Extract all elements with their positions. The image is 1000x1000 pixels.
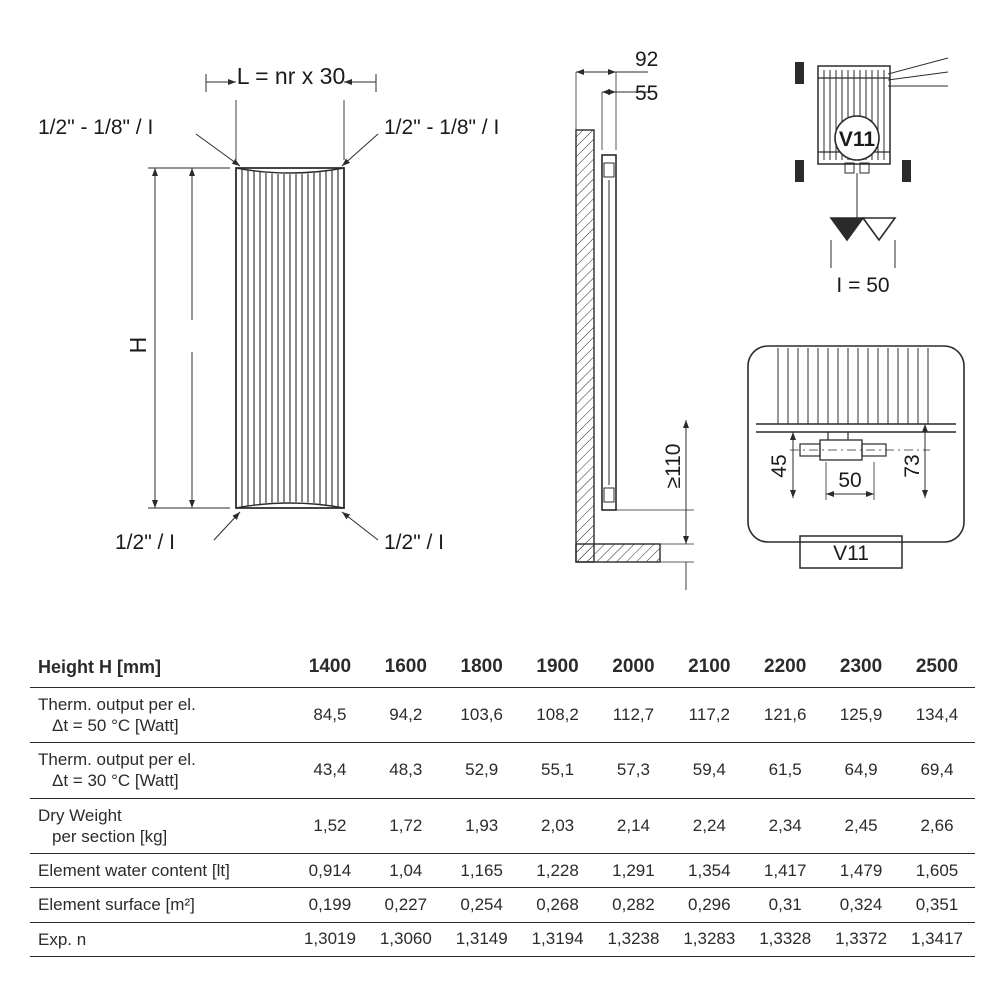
table-cell: 59,4 <box>671 743 747 799</box>
table-cell: 0,31 <box>747 888 823 922</box>
table-cell: 125,9 <box>823 687 899 743</box>
top-view-valve-label: V11 <box>838 128 876 151</box>
top-view-valve <box>795 58 948 268</box>
table-header-cell: 1600 <box>368 650 444 687</box>
table-cell: 0,268 <box>520 888 596 922</box>
row-label <box>30 922 292 956</box>
table-cell: 43,4 <box>292 743 368 799</box>
table-header-label: Height H [mm] <box>30 650 292 687</box>
table-cell: 0,296 <box>671 888 747 922</box>
side-depth-inner-label: 55 <box>635 82 659 105</box>
table-header-cell: 2200 <box>747 650 823 687</box>
table-row <box>30 922 975 956</box>
table-row <box>30 854 975 888</box>
table-cell: 0,199 <box>292 888 368 922</box>
table-header-row <box>30 650 975 687</box>
table-cell: 2,66 <box>899 798 975 854</box>
table-cell: 55,1 <box>520 743 596 799</box>
table-cell: 1,72 <box>368 798 444 854</box>
table-cell: 2,03 <box>520 798 596 854</box>
table-cell: 69,4 <box>899 743 975 799</box>
row-label-line1: Therm. output per el. <box>38 694 196 714</box>
detail-valve-label: V11 <box>833 542 869 565</box>
front-height-label: H <box>125 336 151 354</box>
table-row <box>30 687 975 743</box>
table-header-cell: 2300 <box>823 650 899 687</box>
table-cell: 1,3328 <box>747 922 823 956</box>
table-cell: 1,3060 <box>368 922 444 956</box>
row-label-line2: per section [kg] <box>52 826 168 846</box>
table-row <box>30 743 975 799</box>
table-cell: 1,479 <box>823 854 899 888</box>
table-header-cell: 1800 <box>444 650 520 687</box>
row-label <box>30 888 292 922</box>
table-cell: 0,351 <box>899 888 975 922</box>
side-view <box>576 72 694 590</box>
side-depth-outer-label: 92 <box>635 48 659 71</box>
table-header-cell: 1900 <box>520 650 596 687</box>
table-cell: 1,291 <box>596 854 672 888</box>
detail-dim-left-label: 45 <box>768 454 791 478</box>
table-cell: 103,6 <box>444 687 520 743</box>
valve-length-label: I = 50 <box>836 274 890 297</box>
table-cell: 57,3 <box>596 743 672 799</box>
table-header-cell: 1400 <box>292 650 368 687</box>
row-label <box>30 687 292 743</box>
table-cell: 2,34 <box>747 798 823 854</box>
table-cell: 0,324 <box>823 888 899 922</box>
table-cell: 64,9 <box>823 743 899 799</box>
table-cell: 1,3238 <box>596 922 672 956</box>
front-view <box>148 74 378 540</box>
table-cell: 2,24 <box>671 798 747 854</box>
row-label-line1: Element surface [m²] <box>38 895 195 915</box>
table-cell: 1,3149 <box>444 922 520 956</box>
table-cell: 94,2 <box>368 687 444 743</box>
table-row <box>30 798 975 854</box>
table-cell: 0,914 <box>292 854 368 888</box>
front-width-label: L = nr x 30 <box>236 63 346 89</box>
table-cell: 1,354 <box>671 854 747 888</box>
row-label-line1: Element water content [lt] <box>38 861 230 880</box>
detail-dim-right-label: 73 <box>901 454 924 478</box>
row-label <box>30 743 292 799</box>
row-label-line1: Dry Weight <box>38 805 122 825</box>
row-label <box>30 854 292 888</box>
table-cell: 108,2 <box>520 687 596 743</box>
table-cell: 0,282 <box>596 888 672 922</box>
floor-clearance-label: ≥110 <box>662 443 685 489</box>
table-cell: 48,3 <box>368 743 444 799</box>
table-cell: 1,417 <box>747 854 823 888</box>
row-label-line2: Δt = 50 °C [Watt] <box>52 715 179 735</box>
table-cell: 121,6 <box>747 687 823 743</box>
table-cell: 2,45 <box>823 798 899 854</box>
row-label-line1: Exp. n <box>38 929 87 949</box>
table-cell: 1,3417 <box>899 922 975 956</box>
table-cell: 1,04 <box>368 854 444 888</box>
table-cell: 134,4 <box>899 687 975 743</box>
table-cell: 61,5 <box>747 743 823 799</box>
table-cell: 117,2 <box>671 687 747 743</box>
table-header-cell: 2100 <box>671 650 747 687</box>
row-label <box>30 798 292 854</box>
row-label-line1: Therm. output per el. <box>38 750 196 769</box>
row-label-line2: Δt = 30 °C [Watt] <box>52 771 179 791</box>
table-cell: 1,165 <box>444 854 520 888</box>
detail-dim-center-label: 50 <box>838 469 862 492</box>
table-cell: 1,228 <box>520 854 596 888</box>
table-cell: 1,3019 <box>292 922 368 956</box>
table-cell: 1,93 <box>444 798 520 854</box>
table-cell: 2,14 <box>596 798 672 854</box>
table-header-cell: 2000 <box>596 650 672 687</box>
table-cell: 0,227 <box>368 888 444 922</box>
table-cell: 1,52 <box>292 798 368 854</box>
table-cell: 1,3283 <box>671 922 747 956</box>
table-cell: 1,3194 <box>520 922 596 956</box>
table-cell: 112,7 <box>596 687 672 743</box>
conn-bottom-right-label: 1/2" / I <box>384 531 444 554</box>
table-cell: 1,605 <box>899 854 975 888</box>
table-cell: 1,3372 <box>823 922 899 956</box>
conn-top-right-label: 1/2" - 1/8" / I <box>384 116 500 139</box>
specification-table <box>30 650 975 957</box>
table-cell: 84,5 <box>292 687 368 743</box>
table-cell: 0,254 <box>444 888 520 922</box>
table-row <box>30 888 975 922</box>
conn-bottom-left-label: 1/2" / I <box>115 531 175 554</box>
table-header-cell: 2500 <box>899 650 975 687</box>
table-cell: 52,9 <box>444 743 520 799</box>
conn-top-left-label: 1/2" - 1/8" / I <box>38 116 154 139</box>
